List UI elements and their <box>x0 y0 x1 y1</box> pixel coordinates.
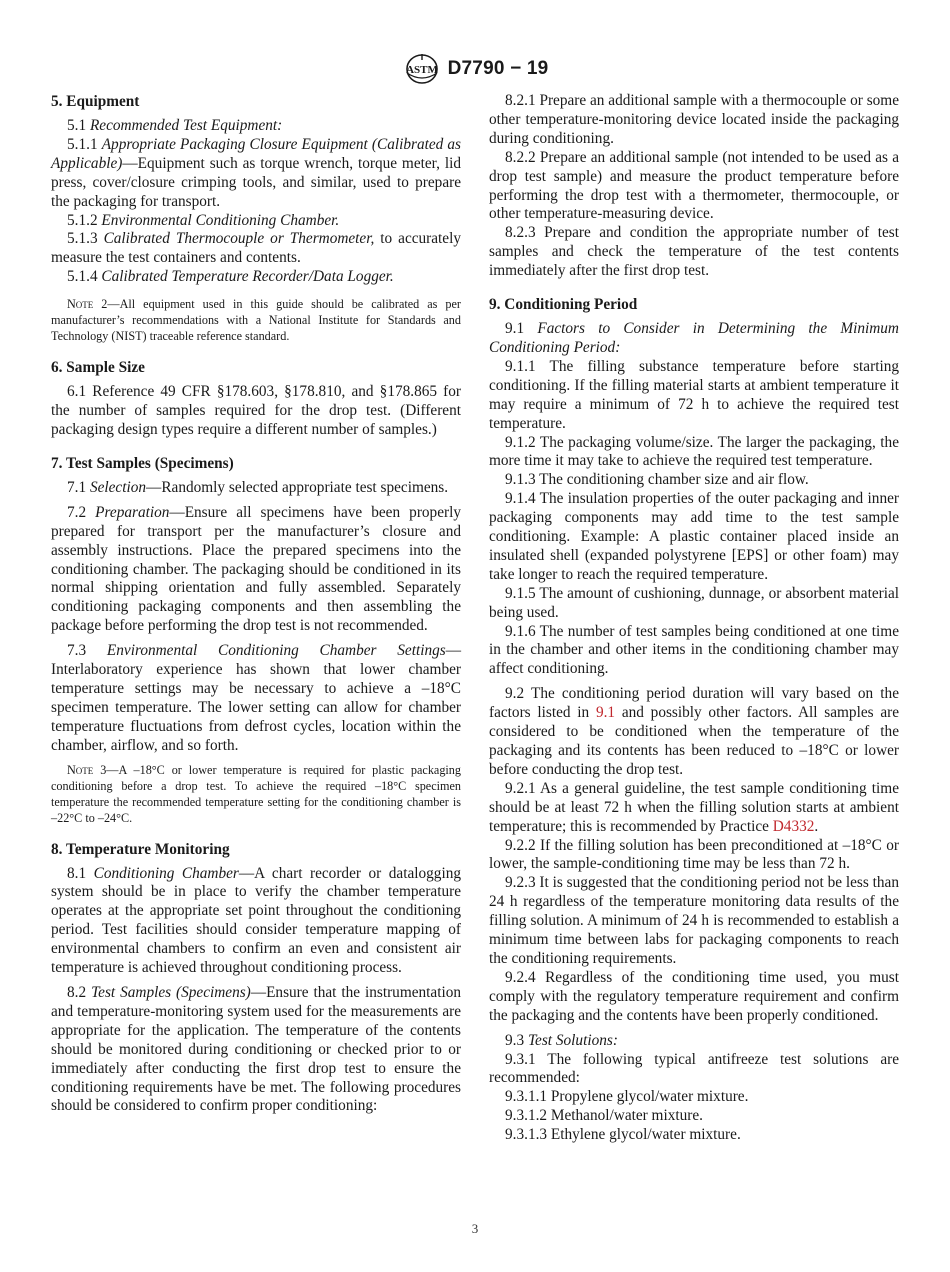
para-5-1 <box>51 117 461 136</box>
document-id: D7790 − 19 <box>447 58 549 79</box>
para-9-1-4: 9.1.4 The insulation properties of the outer packaging and inner packaging components may add time to the test sample conditioning. Example: A plastic container placed inside an insulated shell (expanded polystyrene [EPS] or other foam) may take longer to reach the required temperature. <box>489 490 899 583</box>
para-number: 8.2 <box>67 984 92 1001</box>
para-text: —Ensure all specimens have been properly prepared for transport per the manufacturer’s closure and assembly instructions. Place the prepared specimens into the conditioning chamber. The packaging should be conditioned in its normal shipping orientation and fully assembled. Separately conditioning packaging components and then assembling the package before performing the drop test is not recommended. <box>51 503 461 635</box>
para-text: —Equipment such as torque wrench, torque meter, lid press, cover/closure crimping tools, and similar, used to prepare the packaging for transport. <box>51 154 461 210</box>
para-8-2-1: 8.2.1 Prepare an additional sample with a thermocouple or some other temperature-monitoring device located inside the packaging during conditioning. <box>489 92 899 147</box>
para-9-1-2: 9.1.2 The packaging volume/size. The larger the packaging, the more time it may take to achieve the required test temperature. <box>489 433 899 470</box>
para-8-1 <box>51 865 461 978</box>
note-text: —All equipment used in this guide should be calibrated as per manufacturer’s recommendations with a National Institute for Standards and Technology (NIST) traceable reference standard. <box>51 297 461 344</box>
svg-text:ASTM: ASTM <box>405 64 438 76</box>
para-9-1-5: 9.1.5 The amount of cushioning, dunnage, or absorbent material being used. <box>489 584 899 621</box>
para-heading: Factors to Consider in Determining the Minimum Conditioning Period: <box>489 320 899 356</box>
para-5-1-4 <box>51 268 461 287</box>
para-9-1-6: 9.1.6 The number of test samples being conditioned at one time in the chamber and other items in the conditioning chamber may affect conditioning. <box>489 622 899 678</box>
para-number: 5.1.2 <box>67 211 102 229</box>
note-text: —A –18°C or lower temperature is required for plastic packaging conditioning before a drop test. To achieve the required –18°C specimen temperature the recommended temperature setting for the conditioning chamber is –22°C to –24°C. <box>51 762 461 825</box>
para-heading: Environmental Conditioning Chamber Settings <box>106 642 446 660</box>
para-9-1-1: 9.1.1 The filling substance temperature before starting conditioning. If the filling material starts at ambient temperature it may require a minimum of 72 h to achieve the required test temperature. <box>489 357 899 432</box>
para-heading: Preparation <box>95 503 170 521</box>
section-9-title: 9. Conditioning Period <box>489 296 638 314</box>
para-9-3-1-2: 9.3.1.2 Methanol/water mixture. <box>505 1107 703 1125</box>
para-number: 5.1 <box>67 117 90 134</box>
note-label: Note 3 <box>67 762 107 777</box>
para-9-2-3: 9.2.3 It is suggested that the conditioning period not be less than 24 h regardless of the temperature monitoring data results of the filling solution. A minimum of 24 h is recommended to establish a minimum time between labs for packaging components to reach the conditioning requirements. <box>489 874 899 967</box>
para-heading: Selection <box>89 478 147 496</box>
para-number: 5.1.1 <box>67 135 102 153</box>
para-number: 9.1 <box>505 320 538 338</box>
para-heading: Test Solutions: <box>527 1031 618 1049</box>
para-number: 5.1.3 <box>67 230 104 248</box>
para-9-2 <box>489 685 899 780</box>
para-heading: Test Samples (Specimens) <box>91 984 251 1001</box>
para-number: 7.3 <box>67 642 107 660</box>
para-8-2-3: 8.2.3 Prepare and condition the appropriate number of test samples and check the temperature of the test contents immediately after the first drop test. <box>489 224 899 280</box>
para-5-1-3 <box>51 230 461 268</box>
para-text: . <box>814 817 819 835</box>
para-9-3-1-3: 9.3.1.3 Ethylene glycol/water mixture. <box>505 1126 741 1144</box>
para-text: and possibly other factors. All samples are considered to be conditioned when the temperature of the packaging and its contents has been reduced to –18°C or lower before conducting the drop test. <box>489 704 899 778</box>
section-7-title: 7. Test Samples (Specimens) <box>51 454 234 472</box>
para-text: 9.2.1 As a general guideline, the test sample conditioning time should be at least 72 h when the filling solution starts at ambient temperature; this is recommended by Practice <box>489 779 899 835</box>
note-label: Note 2 <box>67 297 108 312</box>
para-9-1-3: 9.1.3 The conditioning chamber size and air flow. <box>505 471 809 489</box>
para-heading: Environmental Conditioning Chamber. <box>101 211 340 229</box>
para-heading: Calibrated Temperature Recorder/Data Logger. <box>101 268 394 286</box>
para-6-1: 6.1 Reference 49 CFR §178.603, §178.810, and §178.865 for the number of samples required for the drop test. (Different packaging design types require a different number of samples.) <box>51 383 461 438</box>
right-column <box>489 92 899 1145</box>
para-9-1 <box>489 320 899 358</box>
para-text: to accurately measure the test containers and contents. <box>51 230 461 267</box>
astm-logo-icon <box>402 53 442 85</box>
para-8-2 <box>51 984 461 1116</box>
para-text: —Interlaboratory experience has shown that lower chamber temperature settings may be necessary to achieve a –18°C specimen temperature. The lower setting can allow for chamber temperature fluctuations from defrost cycles, location within the chamber, airflow, and so forth. <box>51 642 461 754</box>
para-number: 7.1 <box>67 478 90 496</box>
para-text: —A chart recorder or datalogging system should be in place to verify the chamber temperature operates at the appropriate set point throughout the conditioning period. Test facilities should consider temperature mapping of environmental chambers to confirm an even and consistent air temperature is achieved throughout conditioning process. <box>51 864 461 977</box>
para-heading: Recommended Test Equipment: <box>89 117 283 134</box>
para-5-1-2 <box>51 212 461 231</box>
para-7-1 <box>51 479 461 498</box>
section-5-title: 5. Equipment <box>51 93 140 110</box>
note-3 <box>51 762 461 826</box>
para-9-2-4: 9.2.4 Regardless of the conditioning time used, you must comply with the regulatory temperature requirement and confirm the packaging and the contents have been properly conditioned. <box>489 968 899 1024</box>
para-9-3 <box>489 1032 899 1051</box>
para-8-2-2: 8.2.2 Prepare an additional sample (not intended to be used as a drop test sample) and measure the product temperature before performing the drop test with a thermometer, thermocouple, or other temperature-measuring device. <box>489 148 899 223</box>
para-9-2-2: 9.2.2 If the filling solution has been preconditioned at –18°C or lower, the sample-conditioning time may be less than 72 h. <box>489 836 899 873</box>
left-column <box>51 92 461 1116</box>
para-9-3-1-1: 9.3.1.1 Propylene glycol/water mixture. <box>505 1088 749 1106</box>
para-number: 5.1.4 <box>67 268 102 286</box>
note-2 <box>51 296 461 344</box>
para-heading: Calibrated Thermocouple or Thermometer, <box>103 230 375 248</box>
para-9-2-1 <box>489 780 899 837</box>
page-header <box>0 52 950 86</box>
page-number: 3 <box>471 1221 479 1236</box>
section-6-title: 6. Sample Size <box>51 359 145 377</box>
para-7-3 <box>51 642 461 755</box>
reference-link-d4332[interactable]: D4332 <box>772 817 815 835</box>
para-heading: Appropriate Packaging Closure Equipment (Calibrated as Applicable) <box>51 135 461 172</box>
para-text: 9.2 The conditioning period duration will vary based on the factors listed in <box>489 685 899 722</box>
para-heading: Conditioning Chamber <box>93 864 239 882</box>
section-8-title: 8. Temperature Monitoring <box>51 840 230 858</box>
para-9-3-1: 9.3.1 The following typical antifreeze test solutions are recommended: <box>489 1050 899 1087</box>
para-7-2 <box>51 504 461 636</box>
para-text: —Randomly selected appropriate test specimens. <box>146 478 449 496</box>
para-number: 7.2 <box>67 503 96 521</box>
para-text: —Ensure that the instrumentation and temperature-monitoring system used for the measurements are appropriate for the application. The temperature of the contents should be monitored during conditioning or checked prior to or immediately after conducting the first drop test to ensure the conditioning requirements have be met. The following procedures should be considered to confirm proper conditioning: <box>51 984 462 1115</box>
para-number: 8.1 <box>67 864 94 882</box>
para-number: 9.3 <box>505 1031 528 1049</box>
para-5-1-1 <box>51 136 461 212</box>
section-link-9-1[interactable]: 9.1 <box>595 704 616 722</box>
